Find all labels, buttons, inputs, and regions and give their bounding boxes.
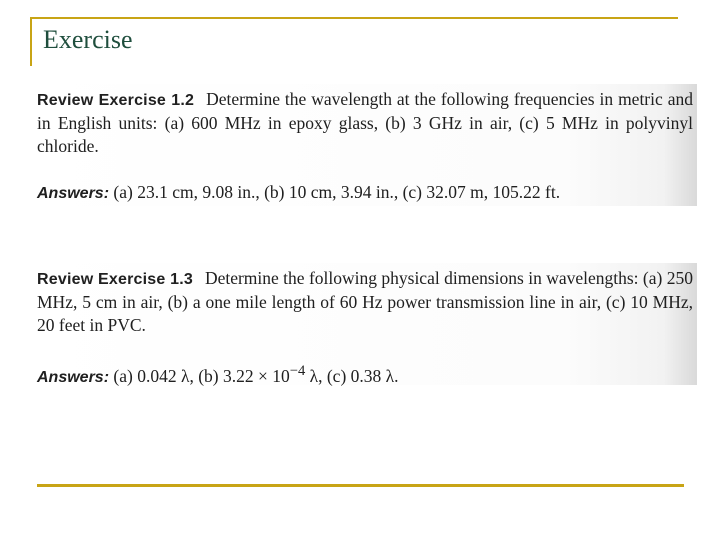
exercise-1-2-answers: (a) 23.1 cm, 9.08 in., (b) 10 cm, 3.94 in., (c) 32.07 m, 105.22 ft. bbox=[113, 182, 561, 202]
title-frame-left-rule bbox=[30, 17, 32, 66]
exercise-1-3-answers-label: Answers: bbox=[37, 368, 110, 386]
exercise-1-3-heading: Review Exercise 1.3 bbox=[37, 271, 193, 288]
slide-title: Exercise bbox=[43, 25, 133, 54]
exercise-1-3-answers-post: λ, (c) 0.38 λ. bbox=[305, 365, 399, 386]
exercise-1-3-answers-pre: (a) 0.042 λ, (b) 3.22 × 10 bbox=[113, 365, 290, 386]
exercise-1-3-answers-block bbox=[37, 360, 693, 389]
exercise-1-2-scan bbox=[30, 84, 697, 206]
exercise-1-2-answers-label: Answers: bbox=[37, 185, 110, 202]
exercise-1-3-answers-exponent: −4 bbox=[289, 363, 306, 379]
exercise-1-3-question: Determine the following physical dimensions in wavelengths: (a) 250 MHz, 5 cm in air, (b) a one mile length of 60 Hz power transmission line in air, (c) 10 MHz, 20 feet in PVC. bbox=[37, 268, 693, 335]
exercise-1-3-question-block bbox=[37, 267, 693, 337]
exercise-1-2-answers-block bbox=[37, 181, 693, 205]
bottom-rule bbox=[37, 484, 684, 487]
title-frame-top-rule bbox=[30, 17, 678, 19]
exercise-1-3-scan bbox=[30, 263, 697, 385]
exercise-1-2-question: Determine the wavelength at the following frequencies in metric and in English units: (a) 600 MHz in epoxy glass, (b) 3 GHz in air, (c) 5 MHz in polyvinyl chloride. bbox=[37, 89, 693, 156]
exercise-1-2-question-block bbox=[37, 88, 693, 158]
exercise-1-2-heading: Review Exercise 1.2 bbox=[37, 92, 195, 109]
